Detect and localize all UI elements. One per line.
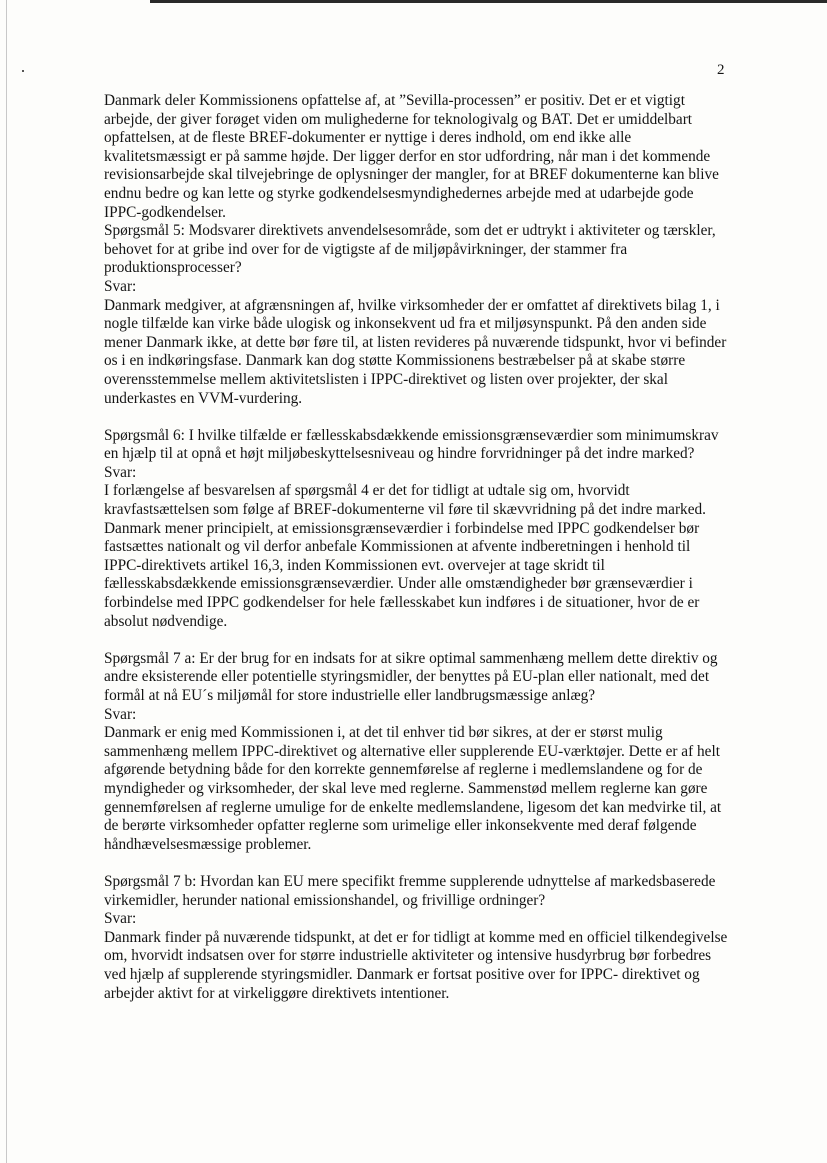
intro-paragraph: Danmark deler Kommissionens opfattelse af, at ”Sevilla-processen” er positiv. Det er et vigtigt arbejde, der giver forøget viden om mulighederne for teknologivalg og BAT. Det er umiddelbart opfattelsen, at de fleste BREF-dokumenter er nyttige i deres indhold, om end ikke alle kvalitetsmæssigt er på samme højde. Der ligger derfor en stor udfordring, når man i det kommende revisionsarbejde skal tilvejebringe de oplysninger der mangler, for at BREF dokumenterne kan blive endnu bedre og kan lette og styrke godkendelsesmyndighedernes arbejde med at udarbejde gode IPPC-godkendelser. <box>104 92 719 221</box>
top-rule <box>150 0 827 3</box>
section-question-5 <box>104 222 730 408</box>
answer-label: Svar: <box>104 463 137 481</box>
page-number: 2 <box>717 62 725 78</box>
page-left-edge <box>6 0 7 1163</box>
answer-label: Svar: <box>104 277 137 295</box>
answer-text: Danmark finder på nuværende tidspunkt, at det er for tidligt at komme med en officiel tilkendegivelse om, hvorvidt indsatsen over for større industrielle aktiviteter og intensive husdyrbrug bør forbedres ved hjælp af supplerende styringsmidler. Danmark er fortsat positive over for IPPC- direktivet og arbejder aktivt for at virkeliggøre direktivets intentioner. <box>104 928 728 1002</box>
section-question-7a <box>104 650 730 855</box>
section-question-6 <box>104 427 730 632</box>
section-question-7b <box>104 873 730 1003</box>
question-text: Spørgsmål 7 b: Hvordan kan EU mere specifikt fremme supplerende udnyttelse af markedsbaserede virkemidler, herunder national emissionshandel, og frivillige ordninger? <box>104 872 716 909</box>
scan-speck <box>22 70 24 72</box>
document-body <box>104 92 730 1022</box>
answer-label: Svar: <box>104 705 137 723</box>
answer-text: Danmark er enig med Kommissionen i, at det til enhver tid bør sikres, at der er størst mulig sammenhæng mellem IPPC-direktivet og alternative eller supplerende EU-værktøjer. Dette er af helt afgørende betydning både for den korrekte gennemførelse af reglerne i medlemslandene og for de myndigheder og virksomheder, der skal leve med reglerne. Sammenstød mellem reglerne kan gøre gennemførelsen af reglerne umulige for de enkelte medlemslandene, ligesom det kan medvirke til, at de berørte virksomheder opfatter reglerne som urimelige eller inkonsekvente med deraf følgende håndhævelsesmæssige problemer. <box>104 724 722 853</box>
answer-label: Svar: <box>104 910 137 928</box>
question-text: Spørgsmål 6: I hvilke tilfælde er fællesskabsdækkende emissionsgrænseværdier som minimumskrav en hjælp til at opnå et højt miljøbeskyttelsesniveau og hindre forvridninger på det indre marked? <box>104 426 719 463</box>
question-text: Spørgsmål 5: Modsvarer direktivets anvendelsesområde, som det er udtrykt i aktiviteter og tærskler, behovet for at gribe ind over for de vigtigste af de miljøpåvirkninger, der stammer fra produktionsprocesser? <box>104 222 716 277</box>
answer-text: I forlængelse af besvarelsen af spørgsmål 4 er det for tidligt at udtale sig om, hvorvidt kravfastsættelsen som følge af BREF-dokumenterne vil føre til skævvridning på det indre marked. Danmark mener principielt, at emissionsgrænseværdier i forbindelse med IPPC godkendelser bør fastsættes nationalt og vil derfor anbefale Kommissionen at afvente indberetningen i henhold til IPPC-direktivets artikel 16,3, inden Kommissionen evt. overvejer at tage skridt til fællesskabsdækkende emissionsgrænseværdier. Under alle omstændigheder bør grænseværdier i forbindelse med IPPC godkendelser for hele fællesskabet kun indføres i de situationer, hvor de er absolut nødvendige. <box>104 482 706 630</box>
question-text: Spørgsmål 7 a: Er der brug for en indsats for at sikre optimal sammenhæng mellem dette direktiv og andre eksisterende eller potentielle styringsmidler, der benyttes på EU-plan eller nationalt, med det formål at nå EU´s miljømål for store industrielle eller landbrugsmæssige anlæg? <box>104 649 718 704</box>
answer-text: Danmark medgiver, at afgrænsningen af, hvilke virksomheder der er omfattet af direktivets bilag 1, i nogle tilfælde kan virke både ulogisk og inkonsekvent ud fra et miljøsynspunkt. På den anden side mener Danmark ikke, at dette bør føre til, at listen revideres på nuværende tidspunkt, hvor vi befinder os i en indkøringsfase. Danmark kan dog støtte Kommissionens bestræbelser på at skabe større overensstemmelse mellem aktivitetslisten i IPPC-direktivet og listen over projekter, der skal underkastes en VVM-vurdering. <box>104 296 727 407</box>
